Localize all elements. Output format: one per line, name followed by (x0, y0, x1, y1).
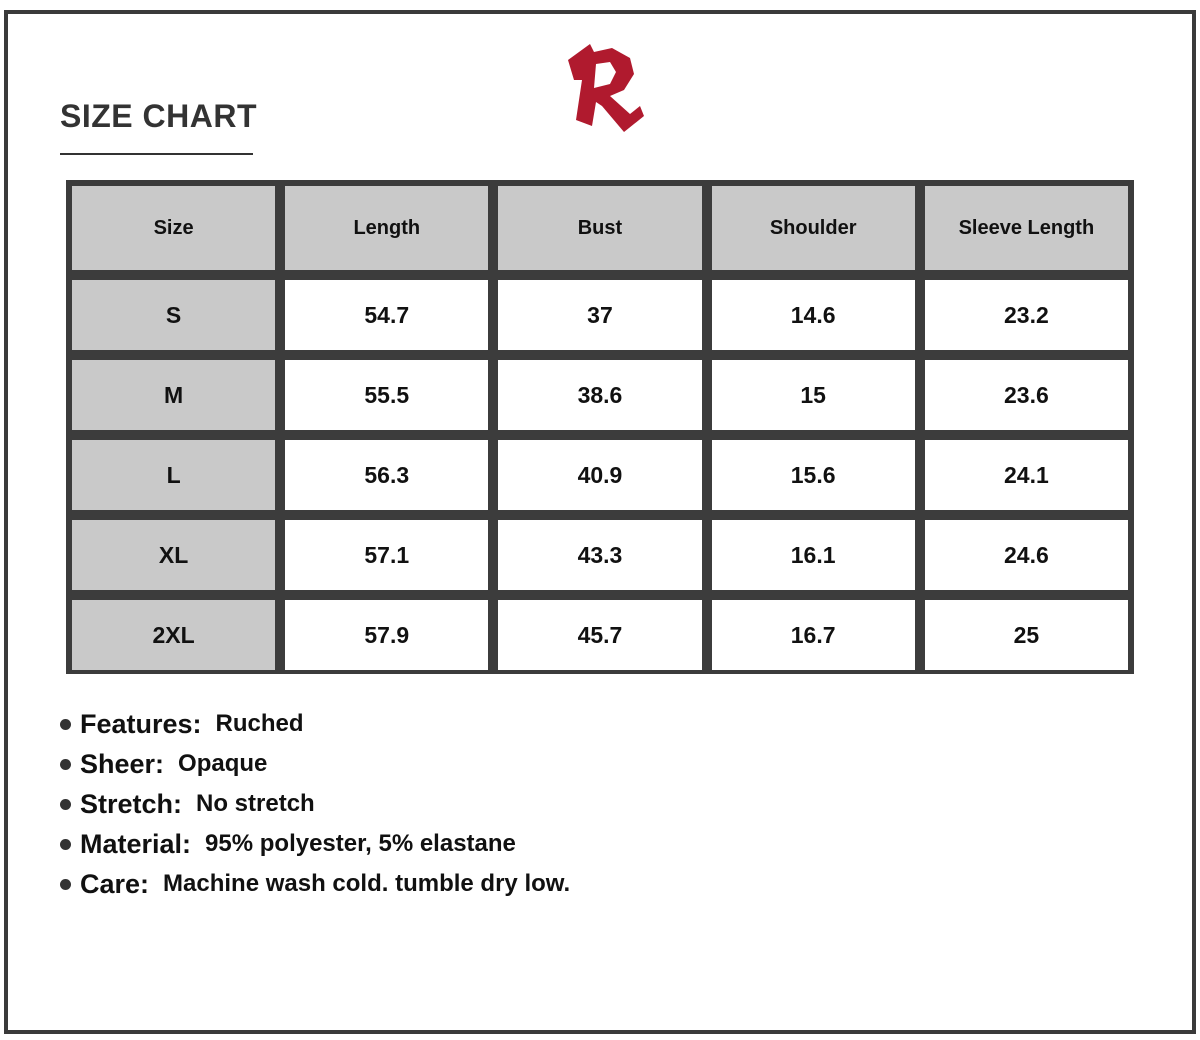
size-cell: L (72, 440, 275, 510)
feature-label: Features: (80, 708, 202, 739)
bust-cell: 37 (498, 280, 701, 350)
table-row (72, 440, 1128, 510)
feature-item-stretch (60, 784, 570, 824)
sleeve-length-cell: 25 (925, 600, 1128, 670)
feature-value: Opaque (178, 750, 268, 777)
size-table (62, 176, 1138, 680)
shoulder-cell: 15.6 (712, 440, 915, 510)
bullet-icon (60, 719, 71, 730)
size-cell: XL (72, 520, 275, 590)
feature-item-features (60, 704, 570, 744)
table-row (72, 360, 1128, 430)
size-cell: 2XL (72, 600, 275, 670)
length-cell: 55.5 (285, 360, 488, 430)
size-cell: S (72, 280, 275, 350)
column-header-length: Length (285, 186, 488, 270)
table-row (72, 280, 1128, 350)
page-title: SIZE CHART (60, 98, 257, 134)
shoulder-cell: 16.1 (712, 520, 915, 590)
table-header-row (72, 186, 1128, 270)
length-cell: 56.3 (285, 440, 488, 510)
length-cell: 57.1 (285, 520, 488, 590)
bust-cell: 43.3 (498, 520, 701, 590)
length-cell: 54.7 (285, 280, 488, 350)
length-cell: 57.9 (285, 600, 488, 670)
table-row (72, 600, 1128, 670)
bust-cell: 45.7 (498, 600, 701, 670)
feature-item-material (60, 824, 570, 864)
bullet-icon (60, 799, 71, 810)
sleeve-length-cell: 23.6 (925, 360, 1128, 430)
feature-label: Sheer: (80, 748, 165, 779)
bullet-icon (60, 759, 71, 770)
feature-value: Machine wash cold. tumble dry low. (163, 870, 571, 897)
feature-value: No stretch (196, 790, 315, 817)
feature-value: Ruched (215, 710, 304, 737)
feature-list (60, 704, 570, 904)
feature-label: Material: (80, 828, 192, 859)
sleeve-length-cell: 23.2 (925, 280, 1128, 350)
feature-item-sheer (60, 744, 570, 784)
bullet-icon (60, 879, 71, 890)
sleeve-length-cell: 24.1 (925, 440, 1128, 510)
feature-label: Care: (80, 868, 150, 899)
column-header-sleeve-length: Sleeve Length (925, 186, 1128, 270)
feature-value: 95% polyester, 5% elastane (205, 830, 516, 857)
sleeve-length-cell: 24.6 (925, 520, 1128, 590)
size-table-container (66, 180, 1134, 674)
shoulder-cell: 15 (712, 360, 915, 430)
size-cell: M (72, 360, 275, 430)
shoulder-cell: 16.7 (712, 600, 915, 670)
column-header-shoulder: Shoulder (712, 186, 915, 270)
bullet-icon (60, 839, 71, 850)
brand-r-icon (560, 40, 644, 132)
brand-logo (520, 40, 680, 164)
column-header-bust: Bust (498, 186, 701, 270)
table-row (72, 520, 1128, 590)
bust-cell: 40.9 (498, 440, 701, 510)
bust-cell: 38.6 (498, 360, 701, 430)
shoulder-cell: 14.6 (712, 280, 915, 350)
column-header-size: Size (72, 186, 275, 270)
feature-item-care (60, 864, 570, 904)
title-underline (60, 153, 253, 155)
feature-label: Stretch: (80, 788, 183, 819)
